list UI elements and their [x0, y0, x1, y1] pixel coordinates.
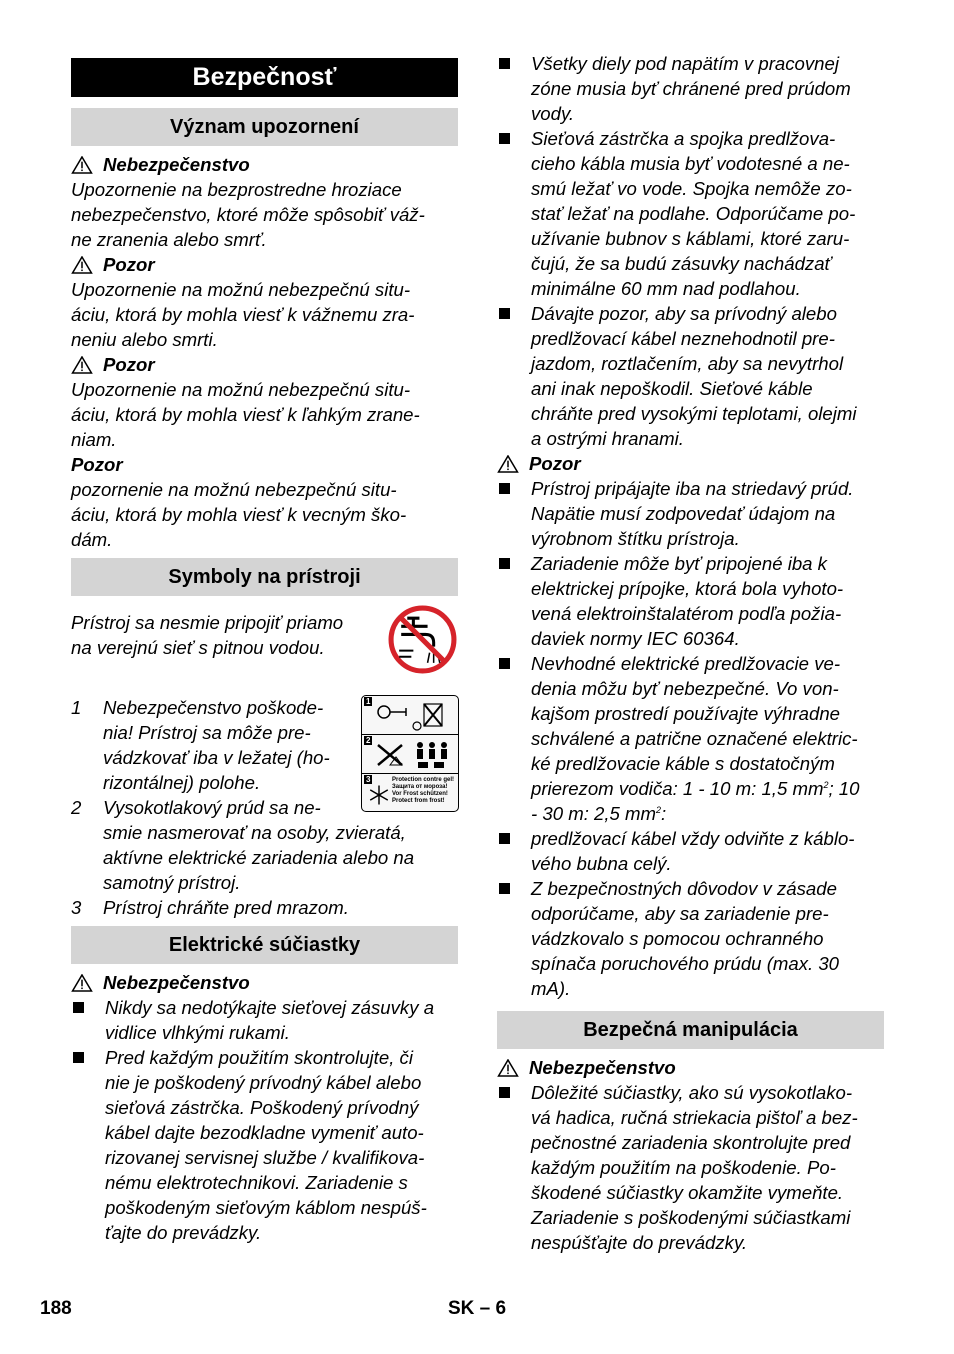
warning-label: Pozor [103, 354, 155, 375]
item-number: 2 [71, 797, 82, 818]
text-line: Prístroj chráňte pred mrazom. [103, 897, 349, 918]
text-line: predlžovací kábel vždy odviňte z káblo- [531, 828, 855, 849]
text-fragment: prierezom vodiča: 1 - 10 m: 1,5 mm [531, 778, 824, 799]
warning-triangle-icon [71, 974, 93, 992]
text-line: nia! Prístroj sa môže pre- [103, 722, 311, 743]
text-line: ké predlžovacie káble s dostatočným [531, 753, 835, 774]
text-line: Zariadenie môže byť pripojené iba k [531, 553, 827, 574]
text-line: chráňte pred vysokými teplotami, olejmi [531, 403, 857, 424]
text-line: kábel dajte bezodkladne vymeniť auto- [105, 1122, 424, 1143]
bullet-item [497, 1080, 884, 1255]
bullet-square-icon [499, 1087, 510, 1098]
text-line: ťajte do prevádzky. [105, 1222, 262, 1243]
text-line [531, 801, 884, 826]
text-line: sieťová zástrčka. Poškodený prívodný [105, 1097, 419, 1118]
horizontal-position-icon [362, 696, 458, 734]
bullet-square-icon [499, 658, 510, 669]
text-line: ne zranenia alebo smrť. [71, 229, 267, 250]
text-line: poškodeným sieťovým káblom nespúš- [105, 1197, 427, 1218]
text-line: daviek normy IEC 60364. [531, 628, 740, 649]
text-line: Nevhodné elektrické predlžovacie ve- [531, 653, 841, 674]
warning-block [71, 252, 458, 352]
text-line: Dávajte pozor, aby sa prívodný alebo [531, 303, 837, 324]
symbol-item [71, 895, 458, 920]
bullet-square-icon [499, 558, 510, 569]
label-panel-3 [362, 774, 458, 812]
text-line: škodené súčiastky okamžite vymeňte. [531, 1182, 844, 1203]
text-line: áciu, ktorá by mohla viesť k ľahkým zrane- [71, 404, 420, 425]
drinking-water-notice [71, 610, 458, 685]
bullet-item [497, 551, 884, 651]
right-column [497, 51, 884, 1255]
warning-label: Nebezpečenstvo [103, 972, 250, 993]
text-line: áciu, ktorá by mohla viesť k vecným ško- [71, 504, 407, 525]
bullet-square-icon [499, 833, 510, 844]
section-heading-symbols: Symboly na prístroji [71, 558, 458, 596]
superscript: 2 [823, 779, 829, 790]
section-heading-safe-handling: Bezpečná manipulácia [497, 1011, 884, 1049]
warning-label: Nebezpečenstvo [103, 154, 250, 175]
text-line: vádzkovať iba v ležatej (ho- [103, 747, 330, 768]
text-line: odporúčame, aby sa zariadenie pre- [531, 903, 829, 924]
frost-line: Vor Frost schützen! [392, 791, 448, 797]
text-line: neniu alebo smrti. [71, 329, 218, 350]
frost-line: Защита от мороза! [392, 784, 448, 790]
warning-triangle-icon [71, 156, 93, 174]
warning-label: Pozor [103, 254, 155, 275]
warning-triangle-icon [71, 356, 93, 374]
warning-label: Nebezpečenstvo [529, 1057, 676, 1078]
text-line: nému elektrotechnikovi. Zariadenie s [105, 1172, 408, 1193]
left-column [71, 58, 458, 1245]
bullet-square-icon [499, 883, 510, 894]
text-line: pečnostné zariadenia skontrolujte pred [531, 1132, 851, 1153]
text-line: niam. [71, 429, 117, 450]
text-line: predlžovací kábel neznehodnotil pre- [531, 328, 835, 349]
bullet-item [497, 876, 884, 1001]
text-line: čujú, že sa budú zásuvky nachádzať [531, 253, 832, 274]
symbol-list [71, 695, 458, 920]
text-fragment: - 30 m: 2,5 mm [531, 803, 657, 824]
section-heading-warnings: Význam upozornení [71, 108, 458, 146]
item-number: 3 [71, 897, 82, 918]
text-line: stať ležať na podlahe. Odporúčame po- [531, 203, 856, 224]
text-line: mA). [531, 978, 571, 999]
warning-label: Pozor [529, 453, 581, 474]
text-line: Sieťová zástrčka a spojka predlžova- [531, 128, 836, 149]
text-line: smú ležať vo vode. Spojka nemôže zo- [531, 178, 852, 199]
bullet-item [497, 826, 884, 876]
text-line: užívanie bubnov s káblami, ktoré zaru- [531, 228, 850, 249]
frost-line: Protect from frost! [392, 798, 445, 804]
page-number: 188 [40, 1298, 72, 1319]
label-panel-1 [362, 696, 458, 735]
text-line: smie nasmerovať na osoby, zvieratá, [103, 822, 406, 843]
text-line: Napätie musí zodpovedať údajom na [531, 503, 836, 524]
warning-triangle-icon [497, 1059, 519, 1077]
text-line: a ostrými hranami. [531, 428, 684, 449]
text-line: vá hadica, ručná striekacia pištoľ a bez- [531, 1107, 858, 1128]
device-symbol-label [361, 695, 459, 812]
text-line: zóne musia byť chránené pred prúdom [531, 78, 851, 99]
label-number: 3 [366, 775, 371, 784]
text-line: Prístroj sa nesmie pripojiť priamo [71, 612, 344, 633]
text-line: Upozornenie na možnú nebezpečnú situ- [71, 279, 411, 300]
bullet-square-icon [499, 58, 510, 69]
frost-text [392, 777, 454, 805]
no-spraying-people-icon [362, 735, 458, 773]
text-line: každým použitím na poškodenie. Po- [531, 1157, 836, 1178]
bullet-item [71, 1045, 458, 1245]
text-line: ani inak nepoškodil. Sieťové káble [531, 378, 813, 399]
bullet-square-icon [73, 1052, 84, 1063]
page-title: Bezpečnosť [71, 58, 458, 97]
bullet-square-icon [73, 1002, 84, 1013]
text-line: nespúšťajte do prevádzky. [531, 1232, 748, 1253]
frost-line: Protection contre gel! [392, 777, 455, 783]
bullet-item [71, 995, 458, 1045]
bullet-square-icon [499, 133, 510, 144]
text-line: denia môžu byť nebezpečné. Vo von- [531, 678, 839, 699]
text-line: Všetky diely pod napätím v pracovnej [531, 53, 839, 74]
text-line: na verejnú sieť s pitnou vodou. [71, 637, 325, 658]
bullet-item [497, 51, 884, 126]
text-line: vody. [531, 103, 575, 124]
text-line: schválené a patrične označené elektric- [531, 728, 858, 749]
bullet-square-icon [499, 308, 510, 319]
text-fragment: : [661, 803, 667, 824]
section-code: SK – 6 [448, 1298, 507, 1319]
text-line [531, 776, 884, 801]
text-line: Nikdy sa nedotýkajte sieťovej zásuvky a [105, 997, 435, 1018]
text-line: Dôležité súčiastky, ako sú vysokotlako- [531, 1082, 853, 1103]
snowflake-icon [368, 784, 390, 806]
text-line: Upozornenie na bezprostredne hroziace [71, 179, 402, 200]
text-fragment: ; 10 [828, 778, 860, 799]
text-line: vého bubna celý. [531, 853, 672, 874]
text-line: áciu, ktorá by mohla viesť k vážnemu zra- [71, 304, 415, 325]
warning-block [71, 152, 458, 252]
text-line: Nebezpečenstvo poškode- [103, 697, 324, 718]
warning-block [71, 452, 458, 552]
item-number: 1 [71, 697, 82, 718]
superscript: 2 [656, 804, 662, 815]
text-line: Vysokotlakový prúd sa ne- [103, 797, 321, 818]
text-line: Upozornenie na možnú nebezpečnú situ- [71, 379, 411, 400]
warning-label: Pozor [71, 454, 123, 475]
label-number: 1 [366, 697, 371, 706]
text-line: vidlice vlhkými rukami. [105, 1022, 290, 1043]
text-line: nie je poškodený prívodný kábel alebo [105, 1072, 422, 1093]
label-panel-2 [362, 735, 458, 774]
text-line: Prístroj pripájajte iba na striedavý prúd. [531, 478, 854, 499]
symbol-item [71, 695, 351, 795]
text-line: Pred každým použitím skontrolujte, či [105, 1047, 413, 1068]
label-number: 2 [366, 736, 371, 745]
text-line: samotný prístroj. [103, 872, 241, 893]
text-line: vádzkovalo s pomocou ochranného [531, 928, 824, 949]
warning-triangle-icon [497, 455, 519, 473]
text-line: kajšom prostredí používajte výhradne [531, 703, 841, 724]
section-heading-electrical: Elektrické súčiastky [71, 926, 458, 964]
no-drinking-water-connection-icon [387, 604, 458, 675]
text-line: výrobnom štítku prístroja. [531, 528, 740, 549]
bullet-item [497, 651, 884, 826]
text-line: rizovanej servisnej službe / kvalifikova- [105, 1147, 425, 1168]
text-line: elektrickej prípojke, ktorá bola vyhoto- [531, 578, 844, 599]
text-line: aktívne elektrické zariadenia alebo na [103, 847, 415, 868]
text-line: Z bezpečnostných dôvodov v zásade [531, 878, 837, 899]
bullet-item [497, 476, 884, 551]
text-line: rizontálnej) polohe. [103, 772, 261, 793]
bullet-item [497, 126, 884, 301]
text-line: pozornenie na možnú nebezpečnú situ- [71, 479, 397, 500]
text-line: minimálne 60 mm nad podlahou. [531, 278, 801, 299]
warning-triangle-icon [71, 256, 93, 274]
bullet-square-icon [499, 483, 510, 494]
text-line: spínača poruchového prúdu (max. 30 [531, 953, 840, 974]
text-line: nebezpečenstvo, ktoré môže spôsobiť váž- [71, 204, 425, 225]
text-line: cieho kábla musia byť vodotesné a ne- [531, 153, 850, 174]
bullet-item [497, 301, 884, 451]
warning-block [71, 352, 458, 452]
text-line: vená elektroinštalatérom podľa požia- [531, 603, 842, 624]
text-line: Zariadenie s poškodenými súčiastkami [531, 1207, 851, 1228]
text-line: dám. [71, 529, 113, 550]
text-line: jazdom, roztlačením, aby sa nevytrhol [531, 353, 844, 374]
